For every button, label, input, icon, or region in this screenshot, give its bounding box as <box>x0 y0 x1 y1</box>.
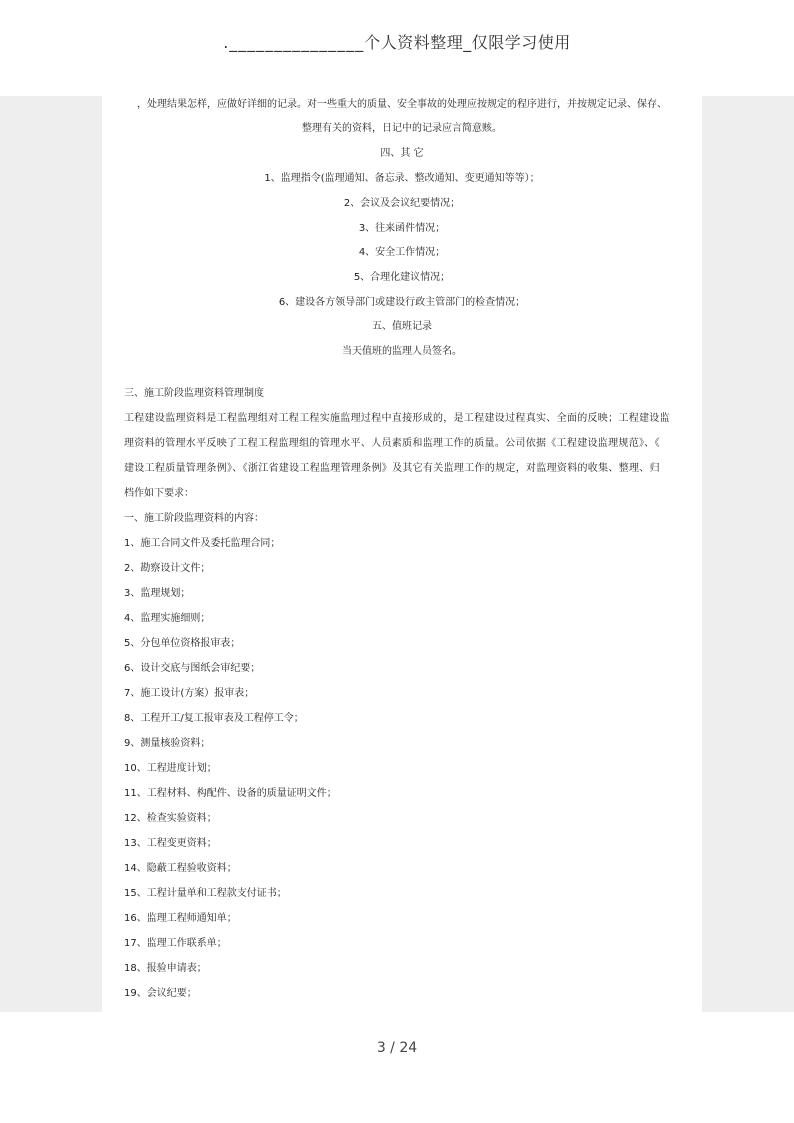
list-item: 5、分包单位资格报审表； <box>124 638 241 649</box>
list-item: 8、工程开工/复工报审表及工程停工令； <box>124 713 304 724</box>
document-page <box>102 96 702 1012</box>
list-item: 17、监理工作联系单； <box>124 938 227 949</box>
list-item: 10、工程进度计划； <box>124 763 217 774</box>
page-header <box>0 30 794 53</box>
list-item: 1、监理指令(监理通知、备忘录、整改通知、变更通知等等）； <box>264 173 540 184</box>
list-item: 12、检查实验资料； <box>124 813 217 824</box>
list-item: 19、会议纪要； <box>124 988 197 999</box>
list-item: 4、安全工作情况； <box>358 247 446 258</box>
text-line: 当天值班的监理人员签名。 <box>342 346 462 357</box>
list-item: 18、报验申请表； <box>124 963 207 974</box>
header-dashes: ._______________ <box>223 33 365 52</box>
section-heading: 四、其 它 <box>380 148 424 159</box>
list-item: 13、工程变更资料； <box>124 838 217 849</box>
page-indicator: 3 / 24 <box>376 1040 418 1056</box>
list-item: 3、监理规划； <box>124 588 191 599</box>
text-line: 整理有关的资料，日记中的记录应言简意赅。 <box>302 123 502 134</box>
list-item: 14、隐蔽工程验收资料； <box>124 863 237 874</box>
list-item: 6、设计交底与图纸会审纪要； <box>124 663 261 674</box>
section-title: 三、施工阶段监理资料管理制度 <box>124 388 264 399</box>
list-item: 4、监理实施细则； <box>124 613 211 624</box>
list-item: 7、施工设计(方案）报审表； <box>124 688 255 699</box>
list-item: 9、测量核验资料； <box>124 738 211 749</box>
list-item: 11、工程材料、构配件、设备的质量证明文件； <box>124 788 337 799</box>
list-item: 2、勘察设计文件； <box>124 563 211 574</box>
section-heading: 五、值班记录 <box>372 321 432 332</box>
paragraph-line: 理资料的管理水平反映了工程工程监理组的管理水平、人员素质和监理工作的质量。公司依据《工程建设监理规范》、《 <box>124 438 660 449</box>
paragraph-line: 建设工程质量管理条例》、《浙江省建设工程监理管理条例》及其它有关监理工作的规定，对监理资料的收集、整理、归 <box>124 463 660 474</box>
text-line: ，处理结果怎样，应做好详细的记录。对一些重大的质量、安全事故的处理应按规定的程序进行，并按规定记录、保存、 <box>137 99 667 110</box>
paragraph-line: 档作如下要求： <box>124 488 194 499</box>
list-item: 15、工程计量单和工程款支付证书； <box>124 888 287 899</box>
list-item: 2、会议及会议纪要情况； <box>343 198 461 209</box>
list-item: 6、建设各方领导部门或建设行政主管部门的检查情况； <box>278 297 526 308</box>
list-item: 16、监理工程师通知单； <box>124 913 237 924</box>
paragraph-line: 工程建设监理资料是工程监理组对工程工程实施监理过程中直接形成的，是工程建设过程真实、全面的反映；工程建设监 <box>124 413 670 424</box>
list-item: 5、合理化建议情况； <box>353 272 451 283</box>
header-title: 个人资料整理_仅限学习使用 <box>364 33 571 52</box>
list-item: 1、施工合同文件及委托监理合同； <box>124 538 281 549</box>
list-title: 一、施工阶段监理资料的内容： <box>124 513 264 524</box>
list-item: 3、往来函件情况； <box>358 223 446 234</box>
